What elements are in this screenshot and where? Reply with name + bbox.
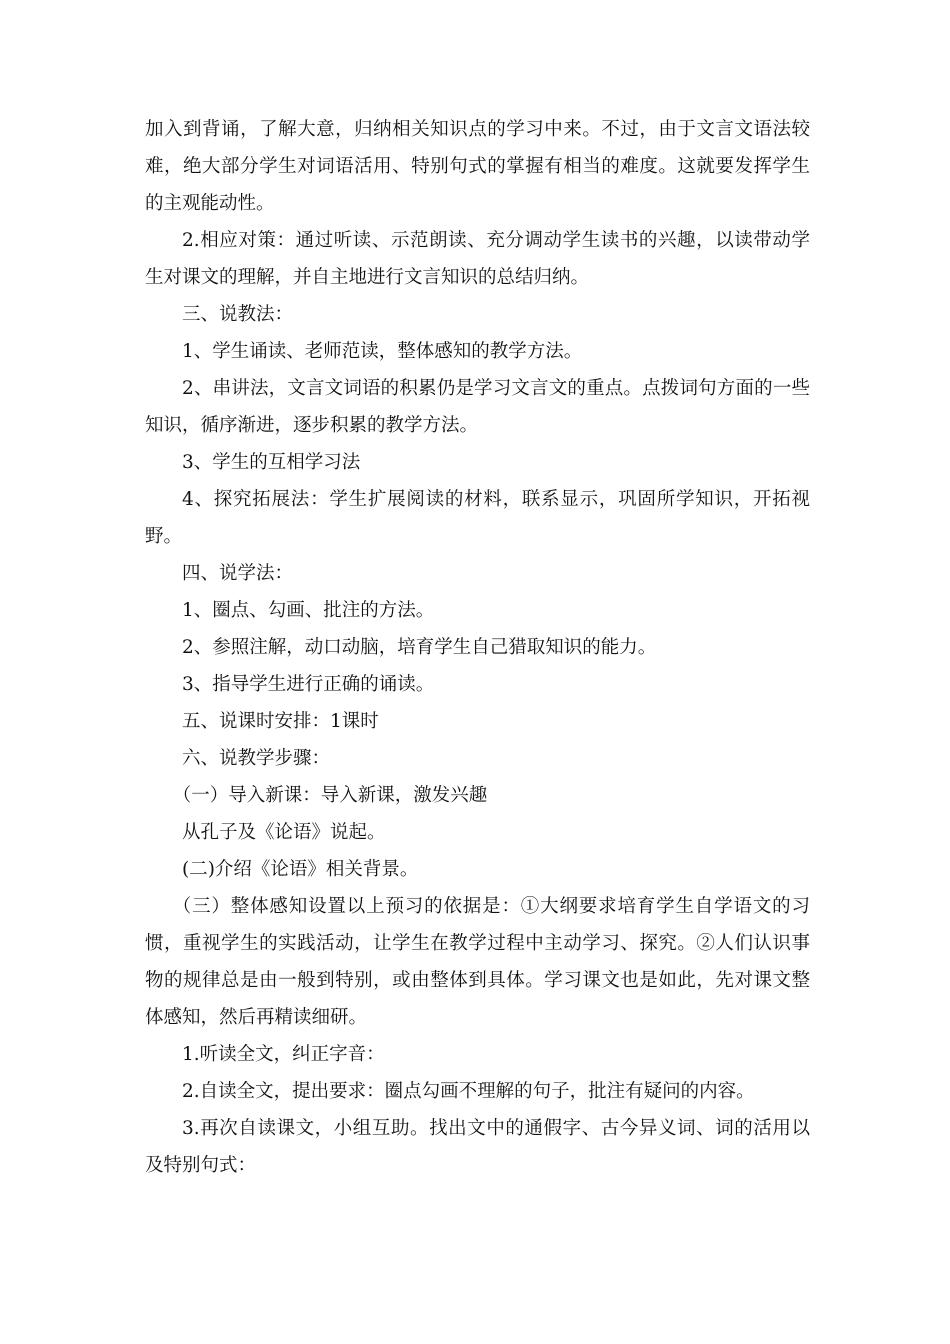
paragraph: 加入到背诵，了解大意，归纳相关知识点的学习中来。不过，由于文言文语法较难，绝大部分学生对词语活用、特别句式的掌握有相当的难度。这就要发挥学生的主观能动性。 — [145, 119, 810, 214]
paragraph: 1.听读全文，纠正字音： — [182, 1044, 385, 1065]
section-heading: 五、说课时安排：1课时 — [182, 711, 379, 732]
section-heading: 六、说教学步骤： — [182, 748, 331, 769]
paragraph: 2、串讲法，文言文词语的积累仍是学习文言文的重点。点拨词句方面的一些知识，循序渐进，逐步积累的教学方法。 — [145, 378, 810, 436]
paragraph: 3.再次自读课文，小组互助。找出文中的通假字、古今异义词、词的活用以及特别句式： — [145, 1118, 810, 1176]
paragraph: 2.自读全文，提出要求：圈点勾画不理解的句子，批注有疑问的内容。 — [182, 1081, 755, 1102]
section-heading: 三、说教法： — [182, 304, 294, 325]
paragraph: 2.相应对策：通过听读、示范朗读、充分调动学生读书的兴趣，以读带动学生对课文的理解，并自主地进行文言知识的总结归纳。 — [145, 230, 810, 288]
paragraph: （三）整体感知设置以上预习的依据是：①大纲要求培育学生自学语文的习惯，重视学生的实践活动，让学生在教学过程中主动学习、探究。②人们认识事物的规律总是由一般到特别，或由整体到具体。学习课文也是如此，先对课文整体感知，然后再精读细研。 — [145, 896, 810, 1028]
paragraph: 1、圈点、勾画、批注的方法。 — [182, 600, 435, 621]
section-heading: 四、说学法： — [182, 563, 294, 584]
subsection-heading: （一）导入新课：导入新课，激发兴趣 — [172, 785, 488, 806]
paragraph: 3、指导学生进行正确的诵读。 — [182, 674, 435, 695]
paragraph: 从孔子及《论语》说起。 — [182, 822, 386, 843]
paragraph: 4、探究拓展法：学生扩展阅读的材料，联系显示，巩固所学知识，开拓视野。 — [145, 489, 810, 547]
paragraph: 1、学生诵读、老师范读，整体感知的教学方法。 — [182, 341, 583, 362]
paragraph: 3、学生的互相学习法 — [182, 452, 361, 473]
paragraph: 2、参照注解，动口动脑，培育学生自己猎取知识的能力。 — [182, 637, 657, 658]
subsection-heading: (二)介绍《论语》相关背景。 — [182, 859, 419, 880]
document-body — [145, 111, 810, 1184]
